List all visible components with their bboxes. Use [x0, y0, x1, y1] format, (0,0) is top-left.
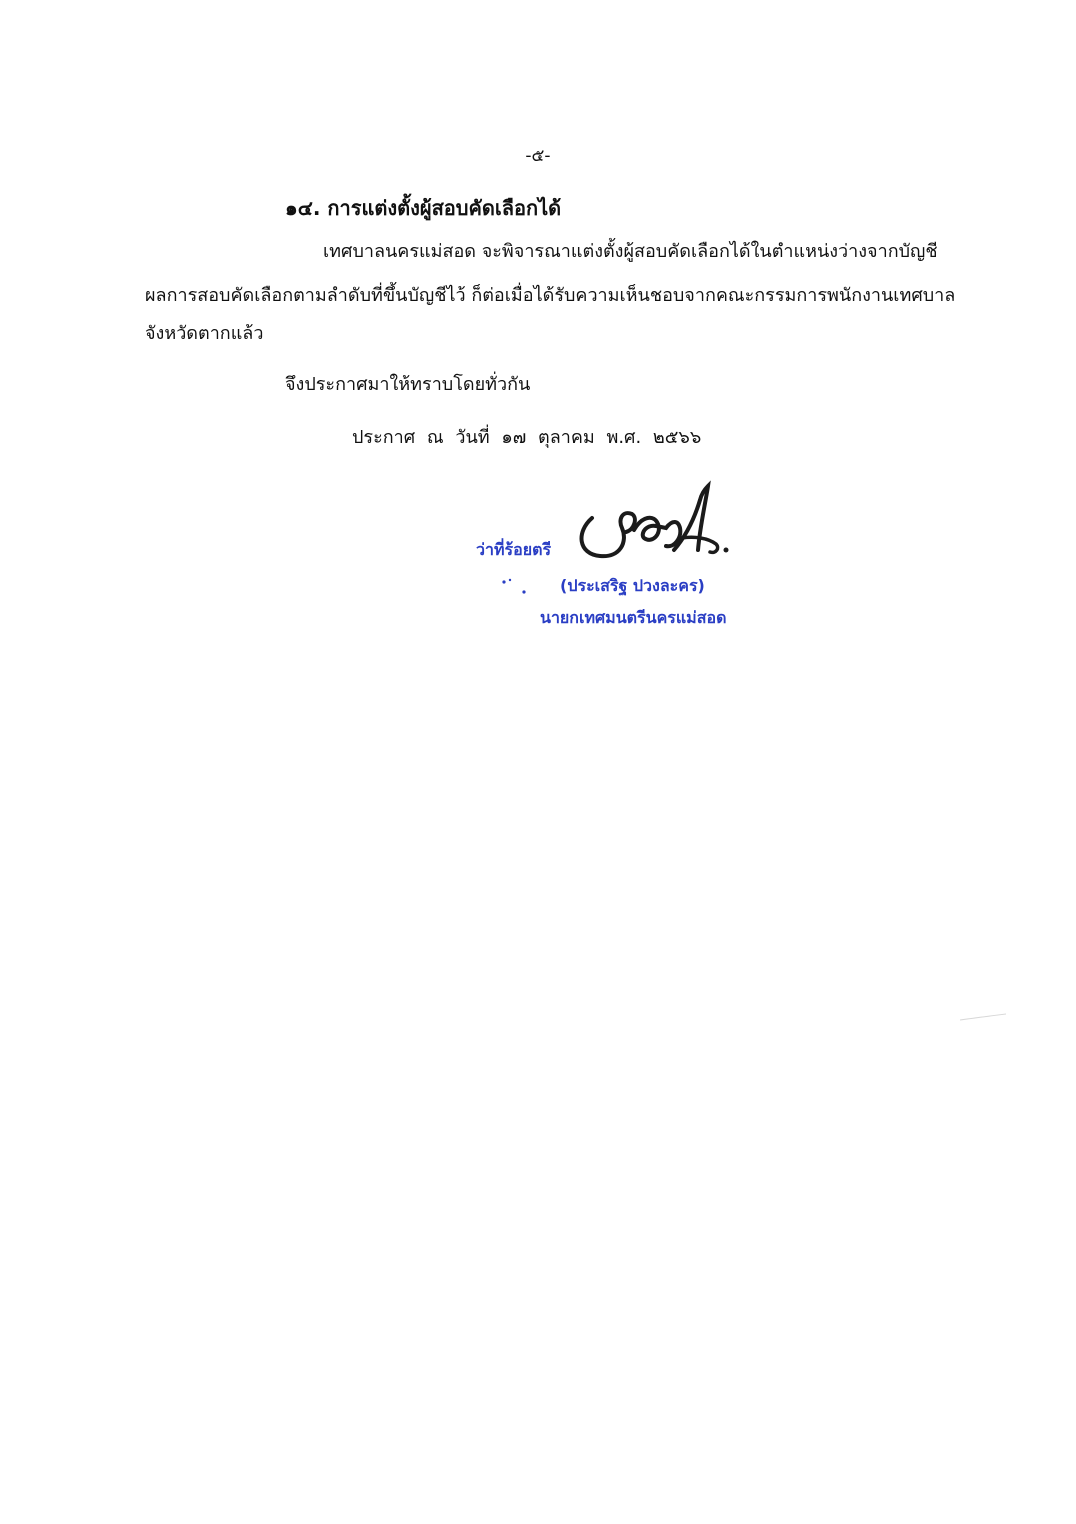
stamp-dots [500, 576, 530, 596]
signatory-name: (ประเสริฐ ปวงละคร) [560, 576, 705, 595]
handwritten-signature [570, 480, 740, 570]
paragraph-line-3: จังหวัดตากแล้ว [145, 323, 264, 344]
section-heading: ๑๔. การแต่งตั้งผู้สอบคัดเลือกได้ [285, 196, 562, 220]
paragraph-line-1: เทศบาลนครแม่สอด จะพิจารณาแต่งตั้งผู้สอบคัดเลือกได้ในตำแหน่งว่างจากบัญชี [323, 241, 938, 262]
stamp-acting-rank: ว่าที่ร้อยตรี [476, 540, 552, 559]
signatory-position: นายกเทศมนตรีนครแม่สอด [540, 608, 727, 627]
paragraph-line-2: ผลการสอบคัดเลือกตามลำดับที่ขึ้นบัญชีไว้ ก็ต่อเมื่อได้รับความเห็นชอบจากคณะกรรมการพนักงานเทศบาล [145, 285, 956, 306]
page-number: -๕- [525, 146, 551, 166]
announcement-date: ประกาศ ณ วันที่ ๑๗ ตุลาคม พ.ศ. ๒๕๖๖ [352, 427, 702, 448]
scan-artifact [960, 1012, 1006, 1022]
announcement-text: จึงประกาศมาให้ทราบโดยทั่วกัน [285, 374, 531, 395]
signature-block [470, 480, 790, 640]
